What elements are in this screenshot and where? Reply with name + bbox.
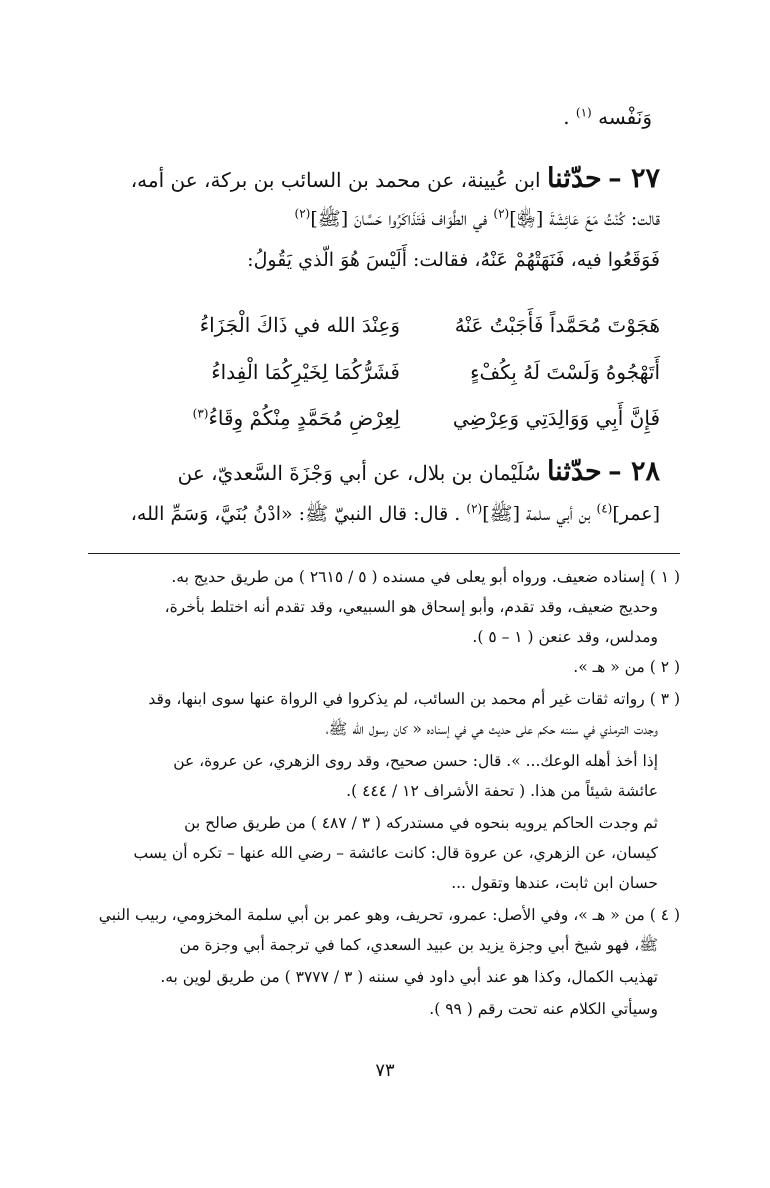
verse-second-hemistich: فَشَرُّكُمَا لِخَيْرِكُمَا الْفِداءُ	[211, 360, 400, 384]
hadith-27-line-3	[105, 243, 660, 277]
page-number: ٧٣	[375, 1060, 395, 1081]
hadith-text: قالت: كُنْتُ مَعَ عَائِشَةَ [﵂]	[509, 208, 660, 230]
footnote-line: إذا أخذ أهله الوعك... ». قال: حسن صحيح، وقد روى الزهري، عن عروة، عن	[173, 752, 658, 770]
footnote-ref: (٢)	[493, 206, 510, 221]
hadith-28-line-1	[105, 455, 660, 490]
footnote-ref: (٤)	[596, 501, 613, 516]
verse-first-hemistich: فَإِنَّ أَبِي وَوَالِدَتِي وَعِرْضِي	[452, 406, 660, 430]
hadith-number: ٢٧ –	[608, 163, 660, 194]
hadith-text: سُلَيْمان بن بلال، عن أبي وَجْزَةَ السَّعديّ، عن	[177, 461, 541, 485]
footnote-line: ﷺ، فهو شيخ أبي وجزة يزيد بن عبيد السعدي، كما في ترجمة أبي وجزة من	[179, 936, 658, 954]
hadith-keyword: حدّثنا	[546, 163, 602, 194]
footnote-ref: (٢)	[466, 501, 483, 516]
hadith-28-line-2	[105, 497, 660, 531]
footnote-line: ( ٢ ) من « هـ ».	[573, 658, 680, 676]
hadith-number: ٢٨ –	[608, 456, 660, 487]
continuation-text: وَنَفْسه	[598, 105, 652, 129]
footnote-line: ثم وجدت الحاكم يرويه بنحوه في مستدركه ( ٣ / ٤٨٧ ) من طريق صالح بن	[184, 814, 658, 832]
footnote-line: ( ٣ ) رواته ثقات غير أم محمد بن السائب، لم يذكروا في الرواة عنها سوى ابنها، وقد	[148, 690, 680, 708]
hadith-keyword: حدّثنا	[546, 456, 602, 487]
hadith-text: بن أبي سلمة [ﷺ]	[482, 503, 591, 525]
poem-verse-3	[110, 398, 660, 438]
verse-first-hemistich: أَتَهْجُوهُ وَلَسْتَ لَهُ بِكُفْءٍ	[470, 360, 660, 384]
footnote-line: وحديج ضعيف، وقد تقدم، وأبو إسحاق هو السبيعي، وقد تقدم أنه اختلط بأخرة،	[164, 598, 658, 616]
verse-first-hemistich: هَجَوْتَ مُحَمَّداً فَأَجَبْتُ عَنْهُ	[454, 313, 660, 337]
hadith-text: في الطَّوَاف فَتَذَاكَرُوا حَسَّانَ [ﷺ]	[310, 208, 488, 230]
footnote-line: حسان ابن ثابت، عندها وتقول ...	[451, 874, 658, 892]
continuation-line	[105, 100, 652, 134]
continuation-end: .	[563, 105, 570, 129]
hadith-text: فَوَقَعُوا فيه، فَنَهَتْهُمْ عَنْهُ، فقالت: أَلَيْسَ هُوَ الّذي يَقُولُ:	[247, 249, 660, 271]
footnote-ref: (٣)	[192, 406, 209, 421]
footnote-line: ( ١ ) إسناده ضعيف. ورواه أبو يعلى في مسنده ( ٥ / ٢٦١٥ ) من طريق حديج به.	[171, 568, 680, 586]
footnote-line: ومدلس، وقد عنعن ( ١ – ٥ ).	[472, 628, 658, 646]
poem-verse-2	[110, 352, 660, 392]
hadith-text: . قال: قال النبيّ ﷺ: «ادْنُ بُنَيَّ، وَسَمِّ الله،	[130, 503, 461, 525]
footnote-line: كيسان، عن الزهري، عن عروة قال: كانت عائشة – رضي الله عنها – تكره أن يسب	[133, 844, 658, 862]
footnote-ref: (٢)	[294, 206, 311, 221]
verse-second-hemistich: وَعِنْدَ الله في ذَاكَ الْجَزَاءُ	[199, 313, 400, 337]
footnote-line: ( ٤ ) من « هـ »، وفي الأصل: عمرو، تحريف، وهو عمر بن أبي سلمة المخزومي، ربيب النبي	[98, 906, 680, 924]
footnote-line: عائشة شيئاً من هذا. ( تحفة الأشراف ١٢ / ٤٤٤ ).	[346, 782, 658, 800]
hadith-27-line-2	[105, 202, 660, 236]
hadith-27-line-1	[105, 162, 660, 197]
footnote-line: وسيأتي الكلام عنه تحت رقم ( ٩٩ ).	[429, 1000, 658, 1018]
footnote-ref: (١)	[575, 105, 592, 120]
poem-verse-1	[110, 305, 660, 345]
footnote-separator	[88, 553, 680, 554]
footnote-line: وجدت الترمذي في سننه حكم على حديث هي في إسناده « كان رسول الله ﷺ،	[325, 720, 658, 738]
hadith-text: ابن عُيينة، عن محمد بن السائب بن بركة، عن أمه،	[130, 168, 541, 192]
verse-second-hemistich: لِعِرْضِ مُحَمَّدٍ مِنْكُمْ وِقَاءُ$^{(٣)}$	[192, 406, 400, 430]
footnote-line: تهذيب الكمال، وكذا هو عند أبي داود في سننه ( ٣ / ٣٧٧٧ ) من طريق لوين به.	[160, 968, 658, 986]
hadith-text: [عمر]	[612, 503, 660, 525]
